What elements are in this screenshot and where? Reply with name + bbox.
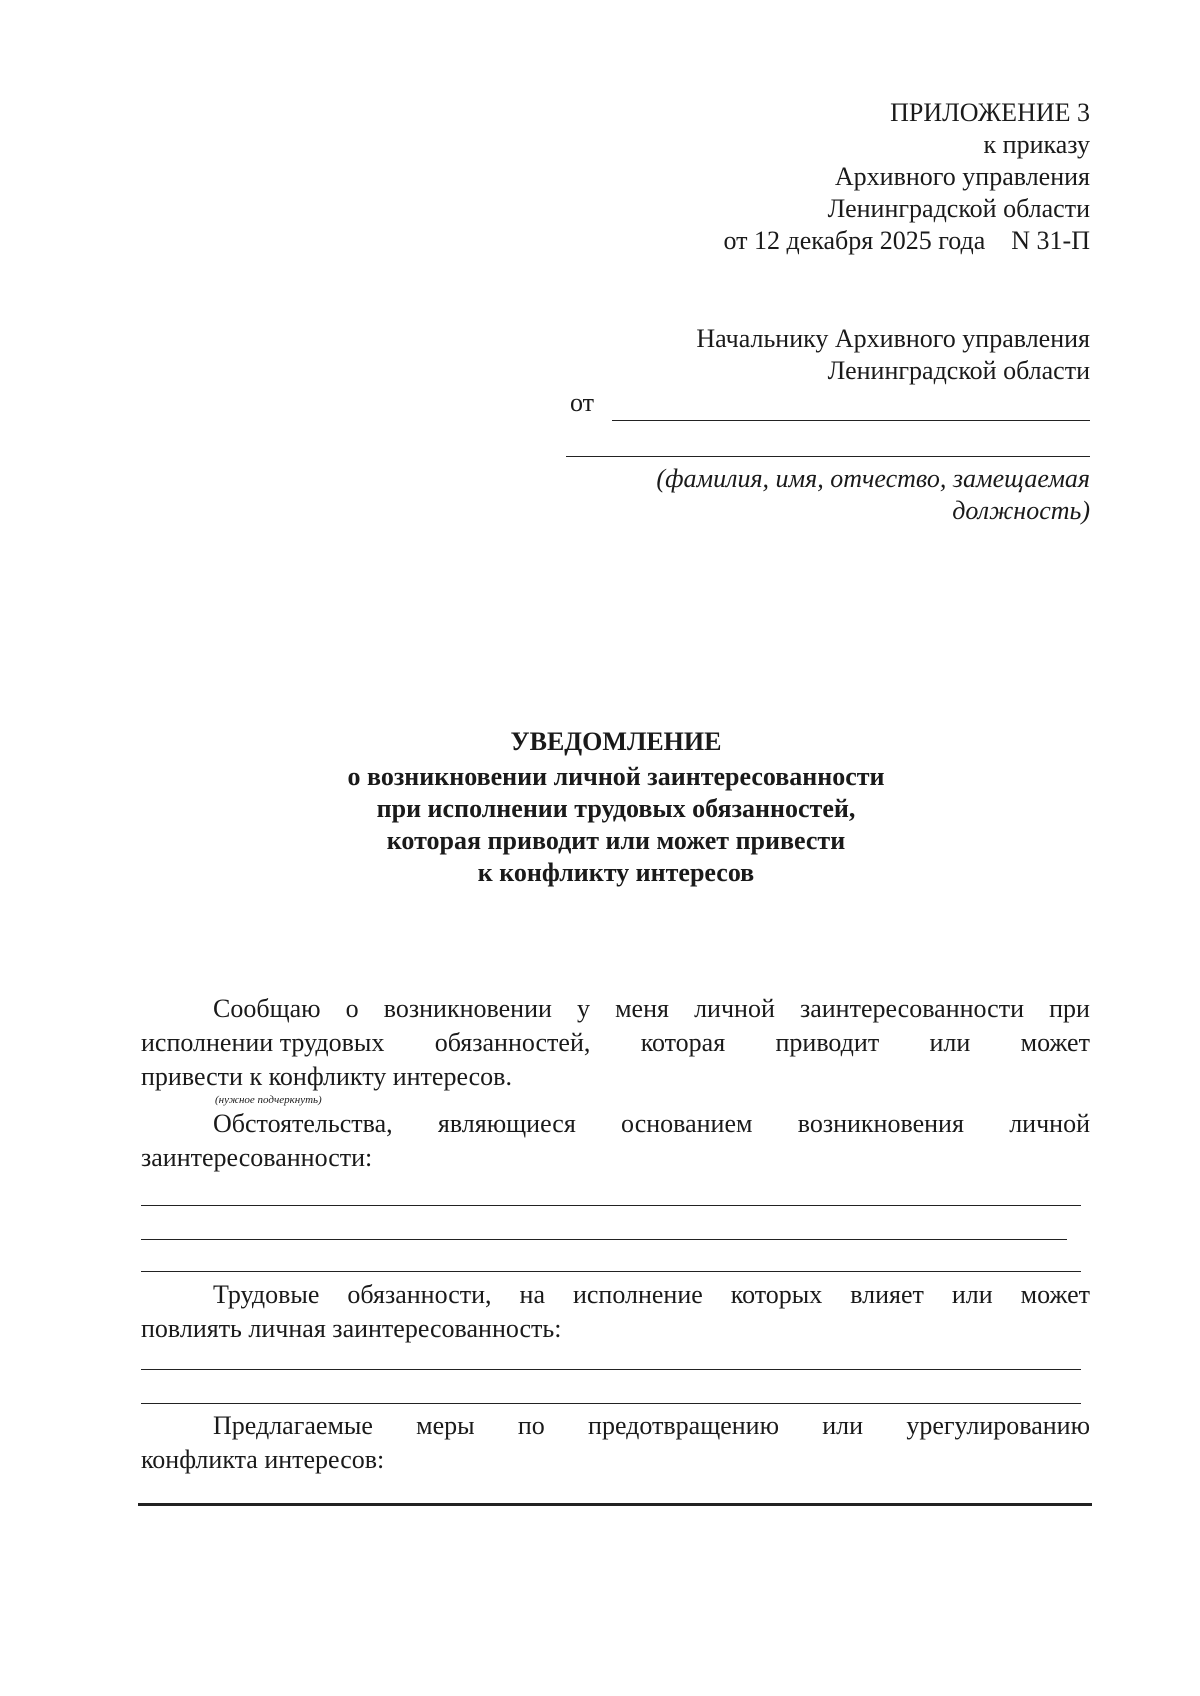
word: обязанности,: [347, 1280, 492, 1309]
circumstances-field-line-1[interactable]: [141, 1205, 1081, 1206]
word: предотвращению: [588, 1411, 780, 1440]
word: или: [951, 1280, 993, 1309]
word: на: [519, 1280, 545, 1309]
circumstances-field-line-3[interactable]: [141, 1271, 1081, 1272]
word: по: [517, 1411, 545, 1440]
document-subtitle-1: о возникновении личной заинтересованности: [347, 762, 885, 791]
p2-line1: [213, 1108, 1090, 1140]
word: личной: [694, 994, 775, 1023]
word: или: [929, 1028, 971, 1057]
document-title: УВЕДОМЛЕНИЕ: [510, 727, 722, 756]
word: являющиеся: [437, 1109, 576, 1138]
document-subtitle-3: которая приводит или может привести: [386, 826, 846, 855]
document-subtitle-2: при исполнении трудовых обязанностей,: [376, 794, 856, 823]
word: приводит: [775, 1028, 880, 1057]
underline-note: (нужное подчеркнуть): [215, 1094, 322, 1106]
word: которая: [640, 1028, 726, 1057]
word: может: [1020, 1028, 1090, 1057]
appendix-number: N 31-П: [1011, 226, 1090, 255]
word: Обстоятельства,: [213, 1109, 393, 1138]
p3-line1: [213, 1279, 1090, 1311]
p3-line2: повлиять личная заинтересованность:: [141, 1314, 562, 1343]
appendix-department: Архивного управления: [834, 162, 1090, 191]
word: меры: [416, 1411, 475, 1440]
from-name-field-line[interactable]: [612, 420, 1090, 421]
appendix-date: от 12 декабря 2025 года: [723, 226, 986, 255]
p1-line2: [141, 1027, 1090, 1059]
word: возникновении: [383, 994, 552, 1023]
word: о: [345, 994, 359, 1023]
word: влияет: [850, 1280, 924, 1309]
word: урегулированию: [906, 1411, 1090, 1440]
p4-line2: конфликта интересов:: [141, 1445, 385, 1474]
word: которых: [730, 1280, 823, 1309]
appendix-region: Ленинградской области: [827, 194, 1090, 223]
word: исполнение: [572, 1280, 703, 1309]
word: может: [1020, 1280, 1090, 1309]
word: Предлагаемые: [213, 1411, 373, 1440]
word: меня: [615, 994, 669, 1023]
p2-line2: заинтересованности:: [141, 1143, 373, 1172]
p1-line1: [213, 993, 1090, 1025]
appendix-date-number: [723, 225, 1090, 257]
p1-line3: привести к конфликту интересов.: [141, 1062, 512, 1091]
duties-field-line-1[interactable]: [141, 1369, 1081, 1370]
duties-field-line-2[interactable]: [141, 1403, 1081, 1404]
word: обязанностей,: [434, 1028, 591, 1057]
circumstances-field-line-2[interactable]: [141, 1239, 1067, 1240]
word: или: [822, 1411, 864, 1440]
word: заинтересованности: [799, 994, 1024, 1023]
word: у: [577, 994, 590, 1023]
word: основанием: [621, 1109, 753, 1138]
word: при: [1049, 994, 1090, 1023]
document-subtitle-4: к конфликту интересов: [477, 858, 755, 887]
addressee-line2: Ленинградской области: [827, 356, 1090, 385]
measures-field-line[interactable]: [138, 1503, 1092, 1506]
from-name-field-line-2[interactable]: [566, 456, 1090, 457]
word: личной: [1009, 1109, 1090, 1138]
addressee-hint-line2: должность): [952, 496, 1090, 525]
appendix-order-ref: к приказу: [983, 130, 1090, 159]
word: Трудовые: [213, 1280, 320, 1309]
p4-line1: [213, 1410, 1090, 1442]
word: возникновения: [797, 1109, 964, 1138]
addressee-line1: Начальнику Архивного управления: [696, 324, 1090, 353]
word: исполнении трудовых: [141, 1028, 385, 1057]
addressee-from-label: от: [570, 388, 595, 417]
word: Сообщаю: [213, 994, 321, 1023]
addressee-hint-line1: (фамилия, имя, отчество, замещаемая: [656, 464, 1090, 493]
appendix-title: ПРИЛОЖЕНИЕ 3: [890, 98, 1090, 127]
